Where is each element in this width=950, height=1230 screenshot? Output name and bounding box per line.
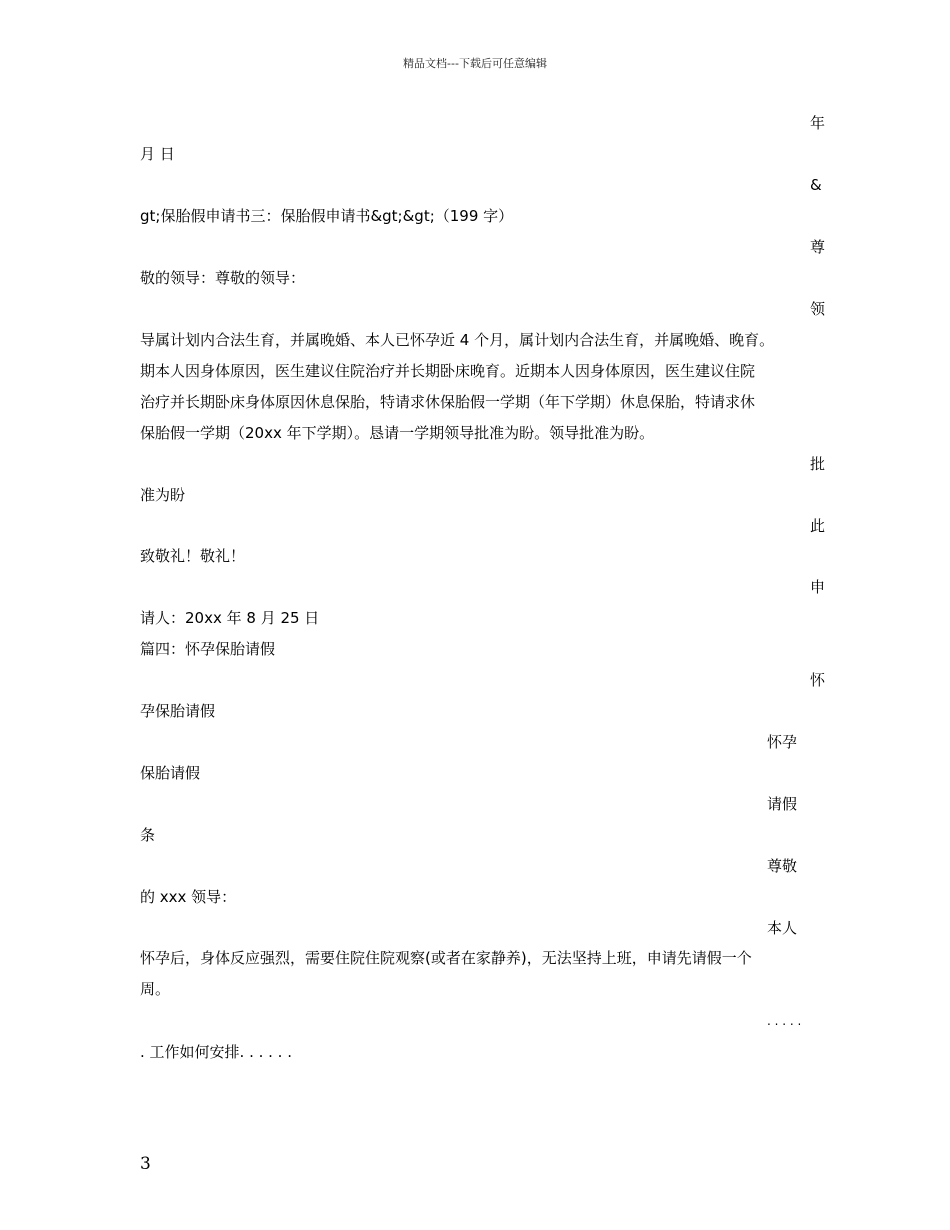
- paragraph-line: 治疗并长期卧床身体原因休息保胎，特请求休保胎假一学期（年下学期）休息保胎，特请求休: [140, 393, 756, 411]
- signature-date-line: 请人：20xx 年 8 月 25 日: [140, 609, 320, 627]
- text-line: 保胎请假: [140, 764, 201, 782]
- paragraph-line: 期本人因身体原因，医生建议住院治疗并长期卧床晚育。近期本人因身体原因，医生建议住院: [140, 362, 756, 380]
- paragraph-line: 保胎假一学期（20xx 年下学期）。恳请一学期领导批准为盼。领导批准为盼。: [140, 424, 655, 442]
- page-header: 精品文档---下载后可任意编辑: [403, 57, 547, 70]
- paragraph-line: 怀孕后，身体反应强烈，需要住院住院观察(或者在家静养)，无法坚持上班，申请先请假一个: [140, 949, 752, 967]
- text-line: gt;保胎假申请书三：保胎假申请书&gt;&gt;（199 字）: [140, 207, 514, 225]
- text-line: 此: [810, 517, 826, 535]
- text-line: 年: [810, 114, 826, 132]
- text-line: 准为盼: [140, 486, 186, 504]
- text-line: 孕保胎请假: [140, 702, 216, 720]
- text-line: 条: [140, 826, 156, 844]
- paragraph-line: 导属计划内合法生育，并属晚婚、本人已怀孕近 4 个月，属计划内合法生育，并属晚婚、晚育。: [140, 331, 775, 349]
- text-line: 月 日: [140, 145, 175, 163]
- text-line: 批: [810, 455, 826, 473]
- text-line: . 工作如何安排. . . . . .: [140, 1043, 292, 1061]
- text-line: 周。: [140, 980, 171, 998]
- page-number: 3: [140, 1154, 151, 1174]
- text-line: 申: [810, 578, 826, 596]
- text-line: 领: [810, 300, 826, 318]
- text-line: &: [810, 176, 822, 194]
- text-line: 怀孕: [767, 733, 798, 751]
- section-heading: 篇四：怀孕保胎请假: [140, 640, 276, 658]
- text-line: 尊: [810, 238, 826, 256]
- text-line: 怀: [810, 671, 826, 689]
- text-line: 请假: [767, 795, 798, 813]
- text-line: 致敬礼！敬礼！: [140, 547, 246, 565]
- text-line: 的 xxx 领导：: [140, 888, 237, 906]
- text-line: 尊敬: [767, 857, 798, 875]
- text-line: 敬的领导：尊敬的领导：: [140, 269, 306, 287]
- text-line: 本人: [767, 919, 798, 937]
- ellipsis-line: . . . . .: [767, 1014, 802, 1028]
